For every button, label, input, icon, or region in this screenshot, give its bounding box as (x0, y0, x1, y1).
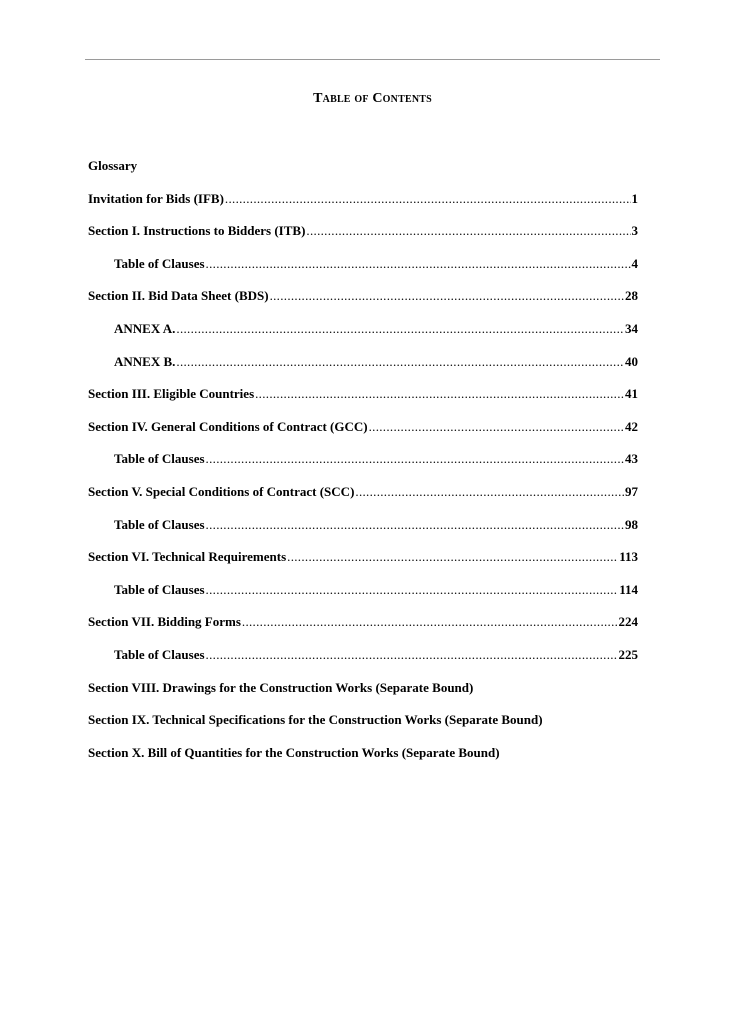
page-title: Table of Contents (313, 91, 432, 106)
toc-entry-page-number: 42 (625, 418, 638, 434)
dot-leader (206, 582, 619, 598)
dot-leader (369, 419, 624, 435)
toc-entry-page-number: 113 (619, 549, 638, 565)
toc-entry-label: Section IX. Technical Specifications for the Construction Works (Separate Bound) (88, 712, 543, 728)
toc-entry-page-number: 34 (625, 320, 638, 336)
toc-entry-label: Section IV. General Conditions of Contract (GCC) (88, 418, 368, 434)
dot-leader (270, 288, 624, 304)
toc-entry[interactable] (88, 354, 638, 387)
toc-entry[interactable] (88, 451, 638, 484)
toc-entry[interactable] (88, 517, 638, 550)
toc-entry[interactable] (88, 288, 638, 321)
dot-leader (306, 223, 630, 239)
toc-entry[interactable] (88, 680, 638, 713)
toc-entry-label: Section VII. Bidding Forms (88, 614, 241, 630)
toc-entry-page-number: 225 (618, 646, 638, 662)
toc-entry[interactable] (88, 256, 638, 289)
toc-entry-page-number: 43 (625, 451, 638, 467)
dot-leader (206, 256, 631, 272)
toc-entry[interactable] (88, 321, 638, 354)
dot-leader (176, 321, 624, 337)
dot-leader (355, 484, 624, 500)
toc-entry-page-number: 1 (631, 190, 638, 206)
toc-entry[interactable] (88, 549, 638, 582)
toc-entry[interactable] (88, 712, 638, 745)
toc-entry-label: Section VIII. Drawings for the Construction Works (Separate Bound) (88, 679, 474, 695)
dot-leader (176, 354, 624, 370)
table-of-contents (88, 158, 638, 777)
toc-entry[interactable] (88, 614, 638, 647)
toc-entry-label: Table of Clauses (114, 451, 205, 467)
toc-entry-page-number: 40 (625, 353, 638, 369)
toc-entry-page-number: 97 (625, 483, 638, 499)
toc-entry[interactable] (88, 647, 638, 680)
dot-leader (206, 451, 624, 467)
header-rule (85, 59, 660, 60)
toc-entry[interactable] (88, 745, 638, 778)
toc-entry-page-number: 41 (625, 386, 638, 402)
toc-entry-label: Table of Clauses (114, 255, 205, 271)
toc-entry-page-number: 114 (619, 581, 638, 597)
toc-entry-label: Section II. Bid Data Sheet (BDS) (88, 288, 269, 304)
toc-entry-label: ANNEX B. (114, 353, 176, 369)
toc-entry-page-number: 224 (618, 614, 638, 630)
toc-entry[interactable] (88, 386, 638, 419)
toc-entry[interactable] (88, 191, 638, 224)
toc-entry-page-number: 3 (631, 223, 638, 239)
dot-leader (206, 647, 618, 663)
toc-entry-label: Section III. Eligible Countries (88, 386, 255, 402)
dot-leader (225, 191, 631, 207)
toc-entry-label: Section X. Bill of Quantities for the Construction Works (Separate Bound) (88, 744, 500, 760)
toc-entry-label: Section I. Instructions to Bidders (ITB) (88, 223, 306, 239)
toc-entry[interactable] (88, 484, 638, 517)
toc-entry[interactable] (88, 223, 638, 256)
toc-entry-label: Table of Clauses (114, 581, 205, 597)
dot-leader (287, 549, 618, 565)
toc-entry-page-number: 98 (625, 516, 638, 532)
toc-entry[interactable] (88, 158, 638, 191)
toc-entry-label: Invitation for Bids (IFB) (88, 190, 224, 206)
toc-entry-label: Section V. Special Conditions of Contract (SCC) (88, 483, 355, 499)
toc-entry-label: ANNEX A. (114, 320, 176, 336)
toc-entry-label: Section VI. Technical Requirements (88, 549, 287, 565)
toc-entry[interactable] (88, 419, 638, 452)
dot-leader (255, 386, 624, 402)
toc-entry-page-number: 28 (625, 288, 638, 304)
toc-entry[interactable] (88, 582, 638, 615)
toc-entry-label: Glossary (88, 158, 138, 173)
toc-entry-label: Table of Clauses (114, 516, 205, 532)
dot-leader (206, 517, 624, 533)
toc-entry-label: Table of Clauses (114, 646, 205, 662)
toc-entry-page-number: 4 (631, 255, 638, 271)
dot-leader (242, 614, 618, 630)
